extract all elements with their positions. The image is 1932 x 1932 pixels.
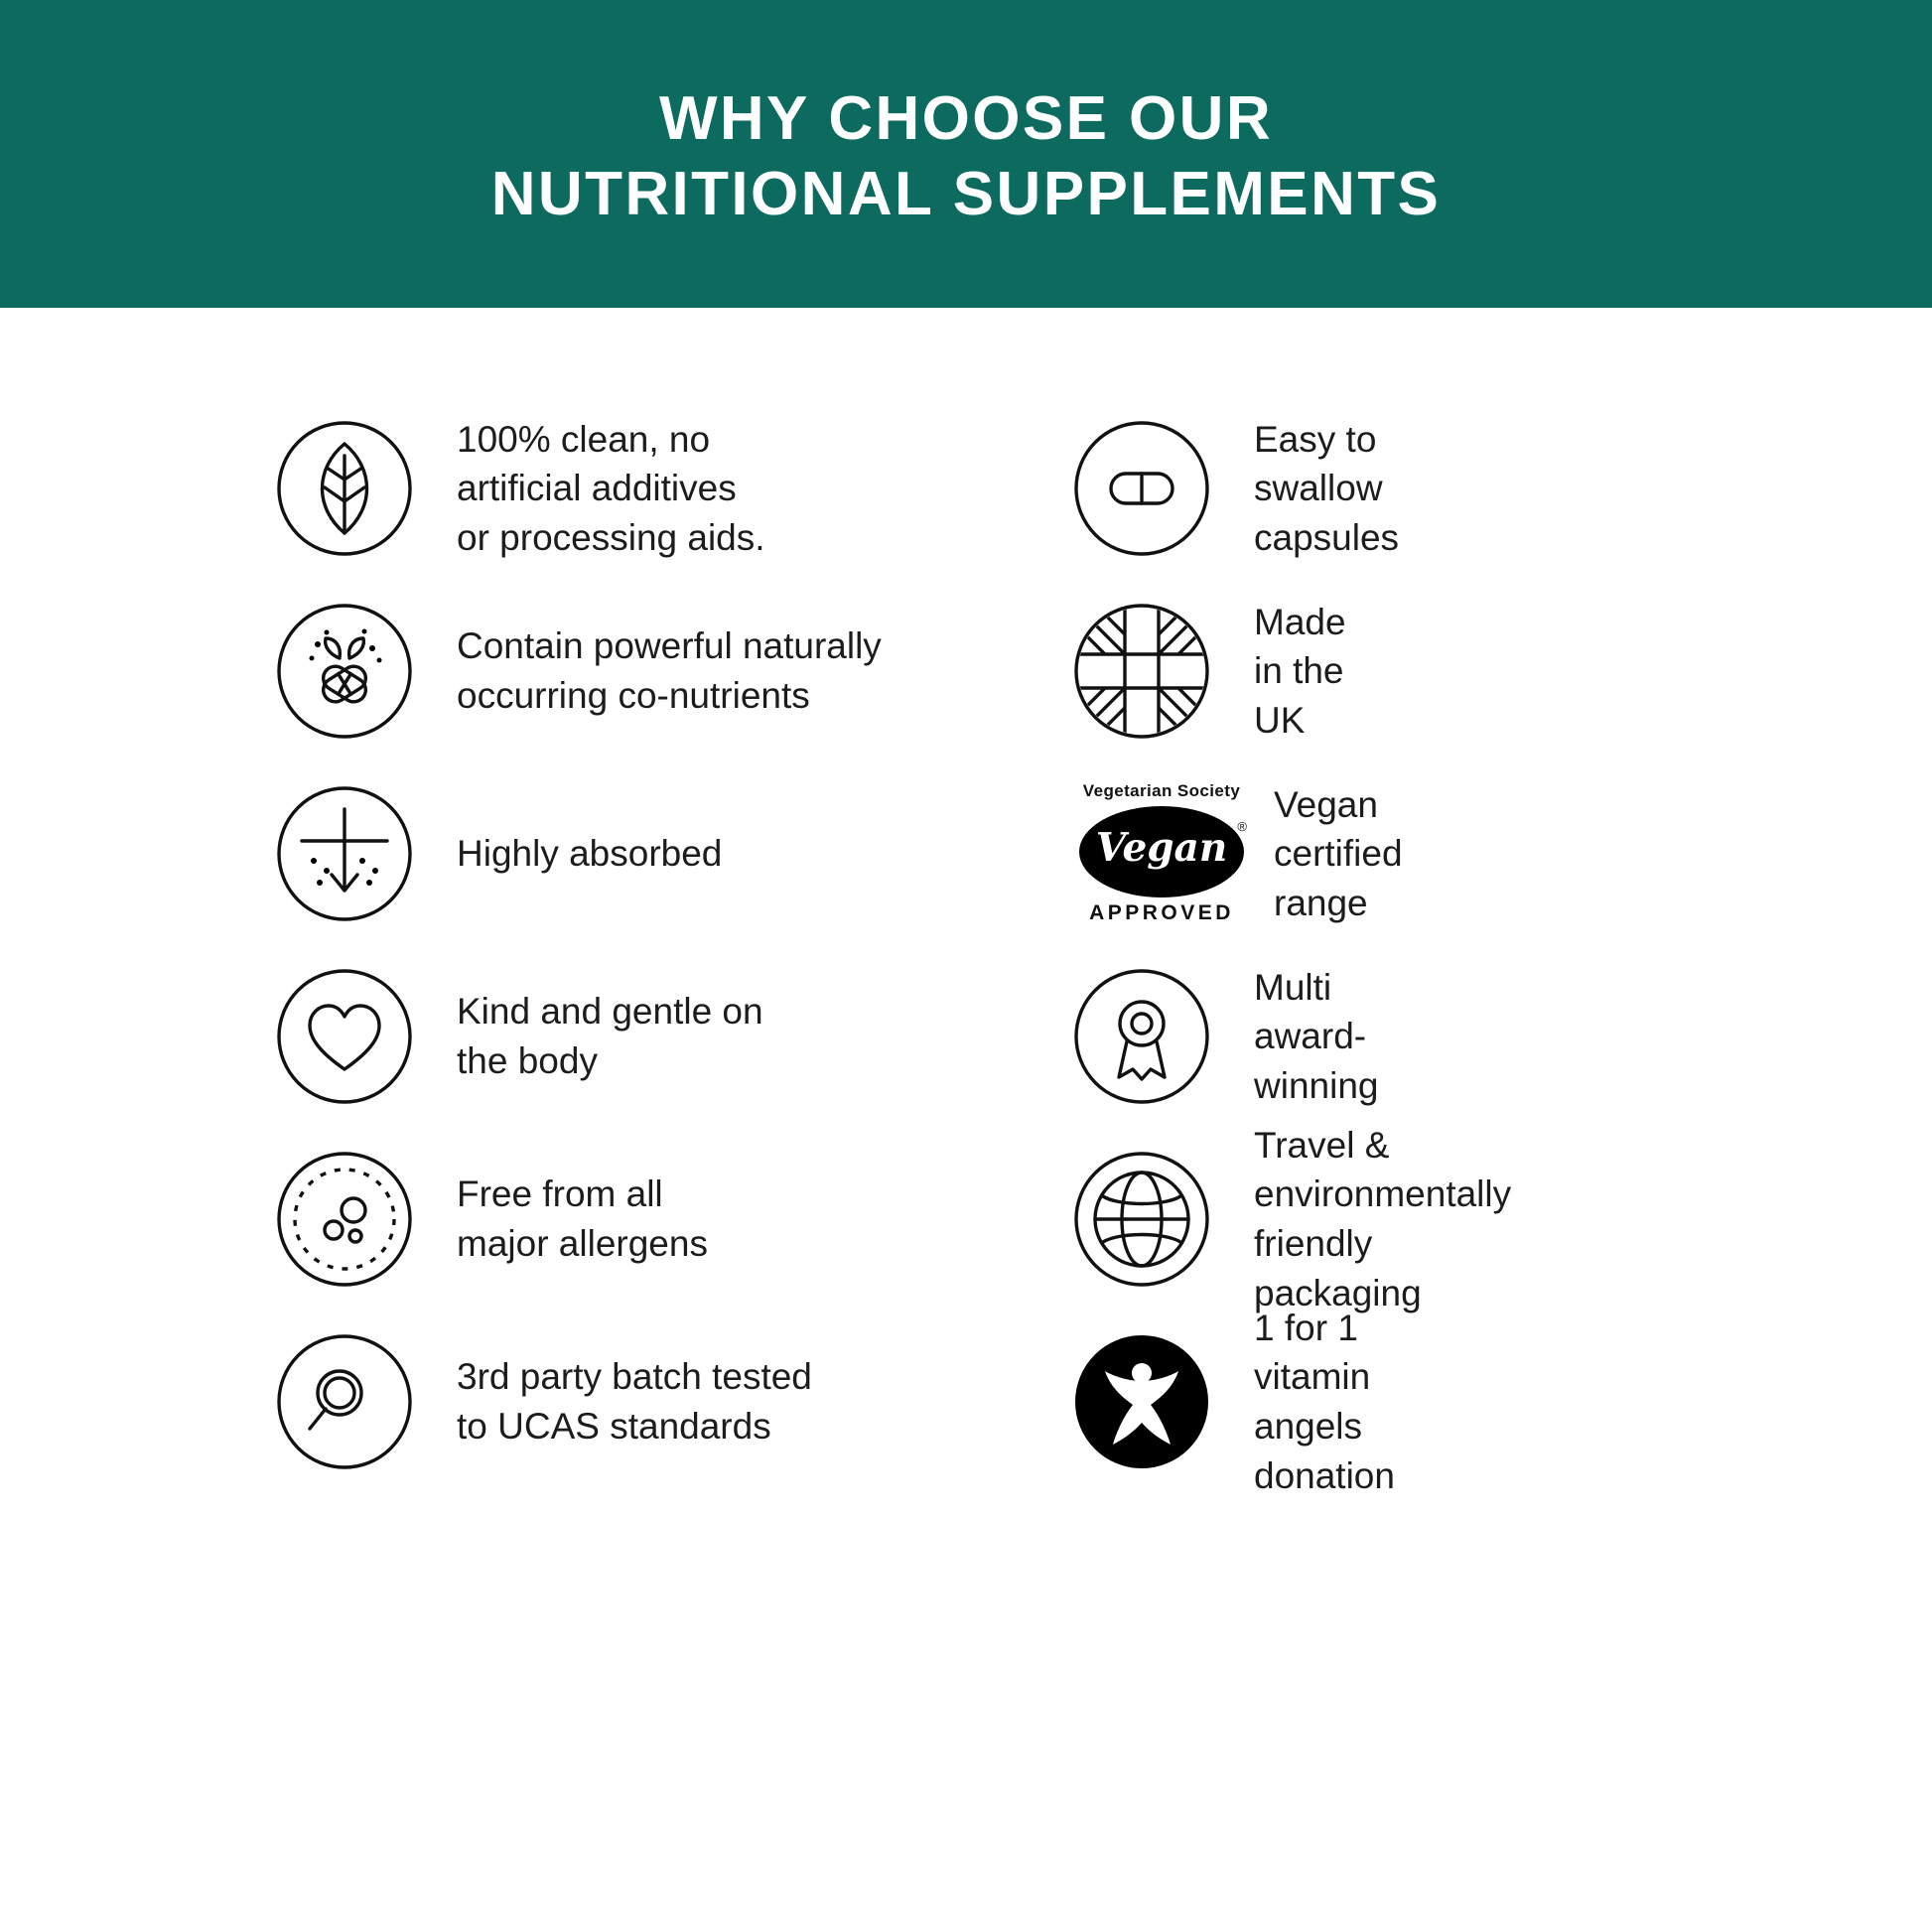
page-header (0, 0, 1932, 308)
feature-label (1256, 780, 1403, 928)
vitamin-angels-logo-icon (1067, 1327, 1216, 1476)
feature-label-line: the body (457, 1040, 598, 1081)
feature-label (1216, 1304, 1395, 1500)
page-title-line-1: WHY CHOOSE OUR (658, 84, 1274, 154)
feature-label-line: Travel & environmentally (1254, 1124, 1512, 1215)
features-column-right (0, 403, 1512, 1499)
vegan-badge-word: Vegan (1095, 825, 1228, 871)
feature-label-line: Highly absorbed (457, 833, 723, 875)
feature-label (1216, 415, 1399, 563)
feature-label-line: artificial additives (457, 468, 737, 509)
feature-label-line: 3rd party batch tested (457, 1356, 812, 1398)
features-grid (0, 308, 1932, 1499)
vegetarian-society-vegan-approved-badge-icon (1067, 779, 1256, 928)
globe-icon (1067, 1145, 1216, 1294)
feature-label-line: angels donation (1254, 1406, 1395, 1496)
feature-label-line: major allergens (457, 1223, 708, 1264)
feature-label-line: Easy to swallow (1254, 418, 1383, 509)
feature-label-line: to UCAS standards (457, 1406, 771, 1447)
feature-label-line: capsules (1254, 516, 1400, 558)
feature-label (1216, 1121, 1511, 1317)
feature-label-line: occurring co-nutrients (457, 675, 810, 716)
feature-label-line: or processing aids. (457, 516, 765, 558)
feature-label-line: 1 for 1 vitamin (1254, 1307, 1371, 1398)
capsule-icon (1067, 414, 1216, 563)
feature-label (1216, 598, 1346, 746)
feature-label-line: Made in the UK (1254, 601, 1346, 741)
feature-label-line: 100% clean, no (457, 418, 711, 460)
feature-label-line: Kind and gentle on (457, 991, 763, 1033)
feature-label-line: Vegan certified (1274, 783, 1403, 875)
feature-label-line: friendly packaging (1254, 1223, 1422, 1313)
feature-label (1216, 963, 1378, 1111)
feature-label-line: Free from all (457, 1173, 663, 1215)
union-jack-flag-icon (1067, 597, 1216, 746)
feature-label-line: Multi award-winning (1254, 966, 1379, 1106)
award-rosette-icon (1067, 962, 1216, 1111)
feature-label-line: Contain powerful naturally (457, 625, 882, 667)
vegan-badge-top-text: Vegetarian Society (1082, 781, 1241, 800)
page-title-line-2: NUTRITIONAL SUPPLEMENTS (490, 160, 1442, 228)
feature-label-line: range (1274, 882, 1368, 923)
vegan-badge-bottom-text: APPROVED (1089, 901, 1234, 924)
page-title (491, 81, 1442, 231)
vegan-badge-registered-mark: ® (1237, 819, 1247, 834)
